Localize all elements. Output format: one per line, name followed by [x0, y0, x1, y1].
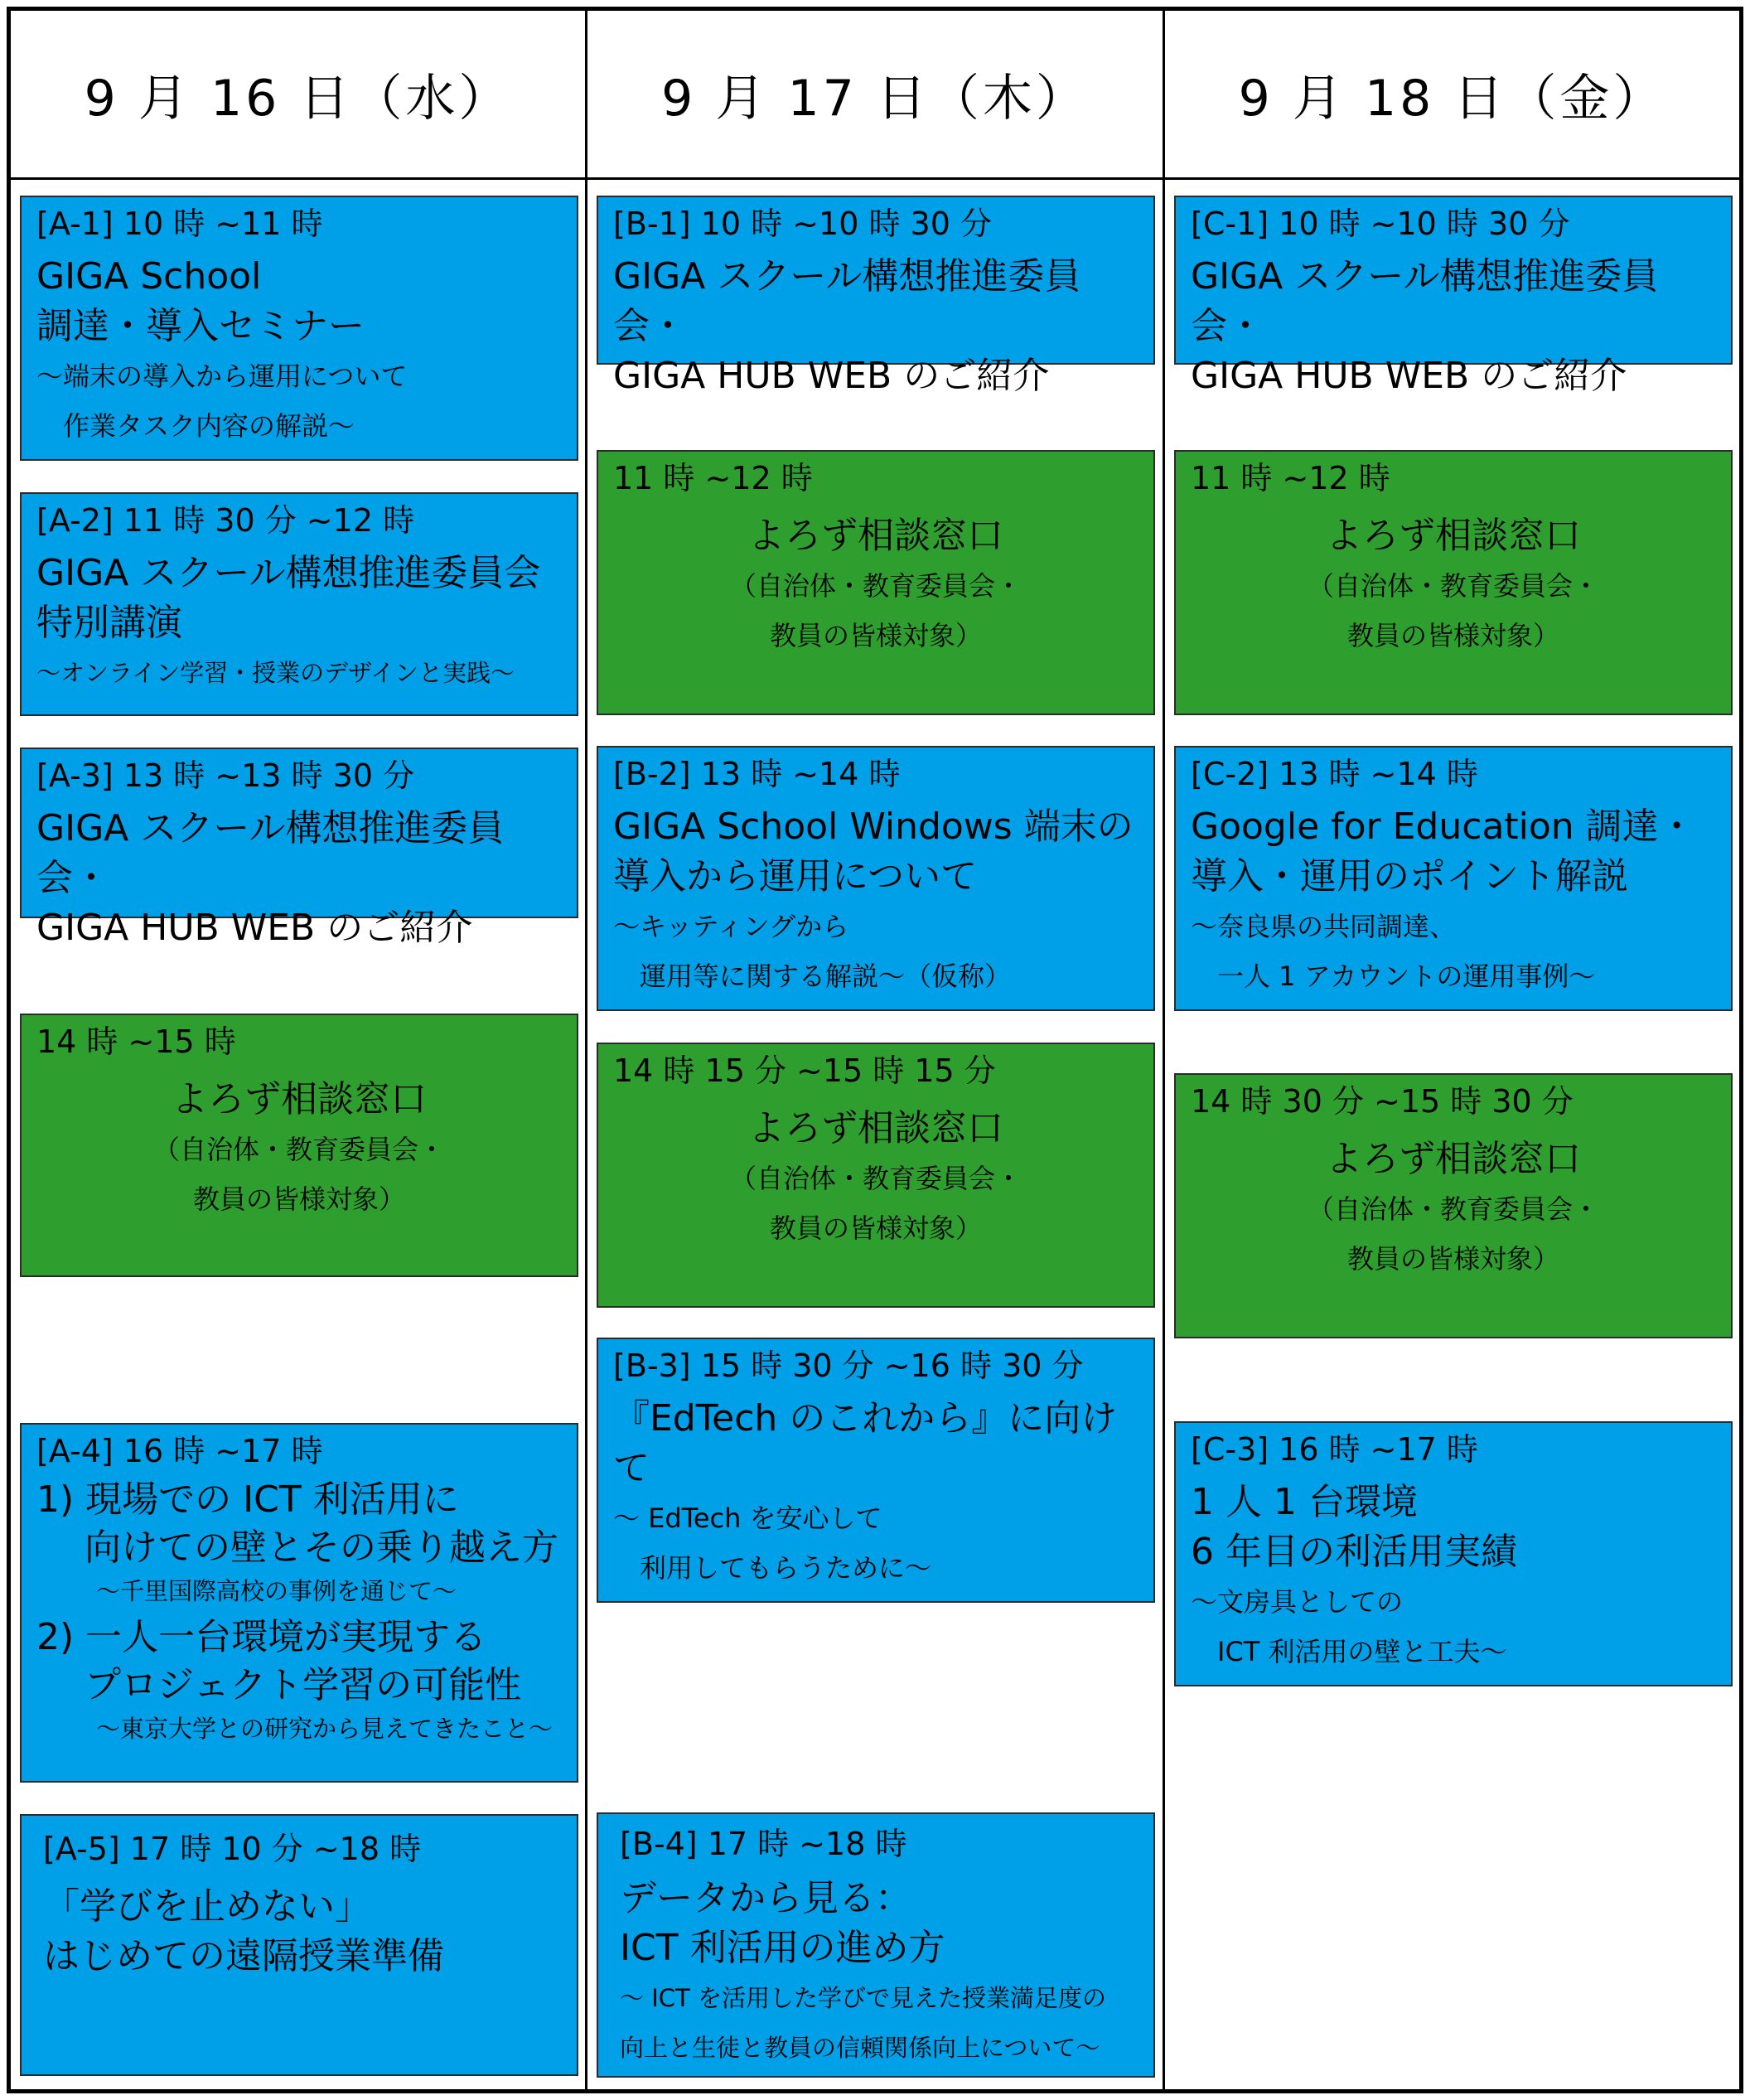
- session-subtitle: 〜文房具としての ICT 利活用の壁と工夫〜: [1191, 1586, 1507, 1667]
- session-subtitle: 〜キッティングから 運用等に関する解説〜（仮称）: [613, 911, 1012, 992]
- consult-card-c2[interactable]: [1174, 1073, 1733, 1338]
- session-time: [B-1] 10 時 ~10 時 30 分: [613, 206, 992, 242]
- session-card-b2[interactable]: [597, 746, 1155, 1011]
- session-title: 『EdTech のこれから』に向けて: [613, 1397, 1118, 1489]
- session-subtitle: （自治体・教育委員会・ 教員の皆様対象）: [729, 1163, 1022, 1244]
- session-time: [B-4] 17 時 ~18 時: [620, 1826, 907, 1862]
- session-title: よろず相談窓口: [1326, 515, 1581, 557]
- session-time: [C-2] 13 時 ~14 時: [1191, 756, 1478, 792]
- session-card-c1[interactable]: [1174, 196, 1733, 397]
- session-title: よろず相談窓口: [748, 1107, 1003, 1149]
- session-time: [B-2] 13 時 ~14 時: [613, 756, 901, 792]
- session-time: 11 時 ~12 時: [1191, 460, 1390, 496]
- session-time: [C-3] 16 時 ~17 時: [1191, 1431, 1478, 1468]
- session-time: 14 時 30 分 ~15 時 30 分: [1191, 1083, 1574, 1120]
- session-title: よろず相談窓口: [748, 515, 1003, 557]
- session-card-a1[interactable]: [20, 196, 578, 461]
- session-time: [A-5] 17 時 10 分 ~18 時: [43, 1831, 422, 1867]
- session-subtitle: 〜奈良県の共同調達、 一人 1 アカウントの運用事例〜: [1191, 911, 1596, 992]
- consult-card-a[interactable]: [20, 1014, 578, 1277]
- session-title: GIGA School Windows 端末の 導入から運用について: [613, 806, 1134, 898]
- session-subtitle: 〜オンライン学習・授業のデザインと実践〜: [36, 659, 515, 687]
- session-time: 14 時 15 分 ~15 時 15 分: [613, 1052, 996, 1089]
- session-title: よろず相談窓口: [172, 1078, 427, 1120]
- session-subtitle: （自治体・教育委員会・ 教員の皆様対象）: [729, 570, 1022, 651]
- session-card-a2[interactable]: [20, 492, 578, 716]
- session-card-a3[interactable]: [20, 748, 578, 949]
- session-card-b3[interactable]: [597, 1338, 1155, 1603]
- session-card-b1[interactable]: [597, 196, 1155, 397]
- column-divider: [585, 8, 587, 2092]
- session-title: GIGA スクール構想推進委員会 特別講演: [36, 552, 541, 644]
- day-header-sep17: 9 月 17 日（木）: [661, 70, 1089, 128]
- session-title: GIGA School 調達・導入セミナー: [36, 255, 365, 347]
- session-card-c2[interactable]: [1174, 746, 1733, 1011]
- session-subtitle: （自治体・教育委員会・ 教員の皆様対象）: [152, 1134, 445, 1215]
- talk-2-subtitle: 〜東京大学との研究から見えてきたこと〜: [96, 1715, 554, 1743]
- session-time: [A-3] 13 時 ~13 時 30 分: [36, 757, 415, 794]
- session-subtitle: （自治体・教育委員会・ 教員の皆様対象）: [1307, 570, 1599, 651]
- consult-card-b2[interactable]: [597, 1043, 1155, 1308]
- session-subtitle: 〜 ICT を活用した学びで見えた授業満足度の 向上と生徒と教員の信頼関係向上について〜: [620, 1984, 1106, 2062]
- session-time: [A-2] 11 時 30 分 ~12 時: [36, 502, 415, 539]
- column-divider: [1163, 8, 1165, 2092]
- session-title: 「学びを止めない」 はじめての遠隔授業準備: [43, 1885, 444, 1977]
- session-time: [C-1] 10 時 ~10 時 30 分: [1191, 206, 1570, 242]
- session-card-b4[interactable]: [597, 1812, 1155, 2078]
- consult-card-b1[interactable]: [597, 450, 1155, 715]
- session-time: 14 時 ~15 時: [36, 1023, 236, 1060]
- day-header-sep16: 9 月 16 日（水）: [84, 70, 512, 128]
- session-title: GIGA スクール構想推進委員会・ GIGA HUB WEB のご紹介: [36, 807, 505, 949]
- session-title: GIGA スクール構想推進委員会・ GIGA HUB WEB のご紹介: [1191, 255, 1659, 397]
- day-header-sep18: 9 月 18 日（金）: [1238, 70, 1666, 128]
- talk-1-title: 1) 現場での ICT 利活用に 向けての壁とその乗り越え方: [36, 1478, 558, 1569]
- talk-1-subtitle: 〜千里国際高校の事例を通じて〜: [96, 1577, 457, 1605]
- session-subtitle: 〜端末の導入から運用について 作業タスク内容の解説〜: [36, 360, 408, 442]
- session-card-c3[interactable]: [1174, 1421, 1733, 1686]
- session-title: データから見る： ICT 利活用の進め方: [620, 1877, 945, 1969]
- session-time: [A-4] 16 時 ~17 時: [36, 1433, 323, 1469]
- session-time: [A-1] 10 時 ~11 時: [36, 206, 323, 242]
- session-time: 11 時 ~12 時: [613, 460, 813, 496]
- talk-2-title: 2) 一人一台環境が実現する プロジェクト学習の可能性: [36, 1616, 522, 1706]
- session-title: よろず相談窓口: [1326, 1138, 1581, 1180]
- session-title: 1 人 1 台環境 6 年目の利活用実績: [1191, 1481, 1517, 1573]
- session-card-a4[interactable]: [20, 1423, 578, 1783]
- session-title: Google for Education 調達・ 導入・運用のポイント解説: [1191, 806, 1695, 898]
- session-subtitle: （自治体・教育委員会・ 教員の皆様対象）: [1307, 1193, 1599, 1275]
- session-time: [B-3] 15 時 30 分 ~16 時 30 分: [613, 1348, 1084, 1384]
- session-subtitle: 〜 EdTech を安心して 利用してもらうために〜: [613, 1502, 932, 1584]
- consult-card-c1[interactable]: [1174, 450, 1733, 715]
- session-card-a5[interactable]: [20, 1814, 578, 2076]
- session-title: GIGA スクール構想推進委員会・ GIGA HUB WEB のご紹介: [613, 255, 1081, 397]
